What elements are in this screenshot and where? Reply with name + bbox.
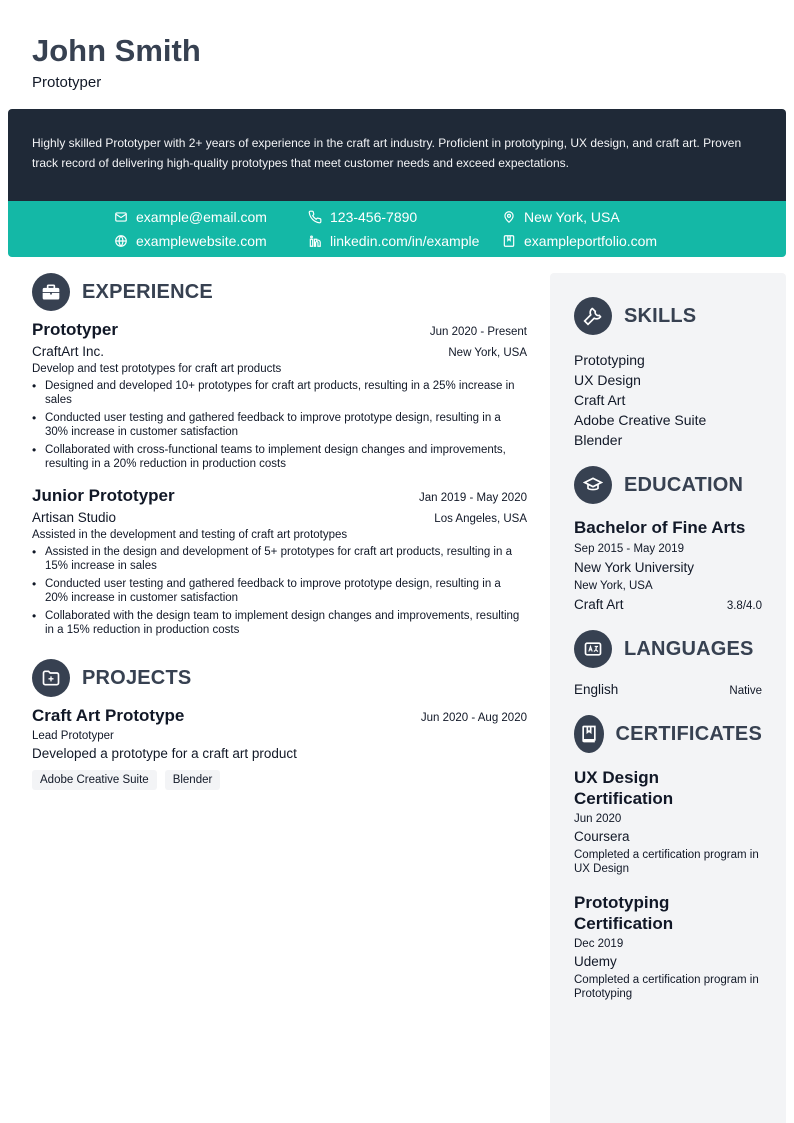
certificate-date: Dec 2019 — [574, 938, 624, 950]
certificate-entry — [574, 767, 762, 876]
experience-section-header — [32, 273, 527, 311]
linkedin-icon — [308, 234, 322, 248]
job-entry — [32, 486, 527, 637]
main-column — [32, 273, 527, 790]
book-icon — [574, 715, 604, 753]
contact-portfolio[interactable] — [502, 233, 657, 249]
portfolio-icon — [502, 234, 516, 248]
person-role: Prototyper — [32, 74, 102, 91]
folder-icon — [32, 659, 70, 697]
map-pin-icon — [502, 210, 516, 224]
certificate-issuer: Coursera — [574, 829, 630, 844]
project-role: Lead Prototyper — [32, 730, 114, 742]
skill-item: Blender — [574, 432, 623, 448]
education-title: EDUCATION — [624, 473, 744, 496]
education-field: Craft Art — [574, 597, 624, 612]
certificates-section-header — [574, 715, 762, 753]
job-bullet: • Designed and developed 10+ prototypes for craft art products, resulting in a 25% increase in sales — [32, 379, 527, 407]
language-level: Native — [729, 685, 762, 697]
project-entry — [32, 706, 527, 790]
certificate-description: Completed a certification program in Prototyping — [574, 974, 759, 1000]
contact-phone[interactable] — [308, 209, 417, 225]
briefcase-icon — [32, 273, 70, 311]
graduation-cap-icon — [574, 466, 612, 504]
sidebar — [550, 273, 786, 1123]
experience-title: EXPERIENCE — [82, 280, 213, 303]
contact-email[interactable] — [114, 209, 267, 225]
project-description: Developed a prototype for a craft art product — [32, 746, 297, 761]
language-name: English — [574, 682, 619, 697]
project-tag: Blender — [165, 770, 221, 790]
job-location: Los Angeles, USA — [434, 513, 527, 525]
job-bullet: • Collaborated with the design team to implement design changes and improvements, resulting in a 15% reduction in production costs — [32, 609, 527, 637]
job-entry — [32, 320, 527, 471]
contact-location-text: New York, USA — [524, 209, 620, 225]
contact-website[interactable] — [114, 233, 267, 249]
contact-bar — [8, 201, 786, 257]
skill-item: Prototyping — [574, 352, 645, 368]
contact-portfolio-text: exampleportfolio.com — [524, 233, 658, 249]
job-bullet: • Collaborated with cross-functional teams to implement design changes and improvements, resulting in a 20% reduction in production costs — [32, 443, 527, 471]
education-section-header — [574, 466, 762, 504]
project-dates: Jun 2020 - Aug 2020 — [420, 712, 527, 724]
project-title: Craft Art Prototype — [32, 706, 185, 725]
certificate-issuer: Udemy — [574, 954, 617, 969]
projects-title: PROJECTS — [82, 666, 192, 689]
wrench-icon — [574, 297, 612, 335]
summary-panel — [8, 109, 786, 201]
certificate-description: Completed a certification program in UX Design — [574, 849, 759, 875]
languages-section-header — [574, 630, 762, 668]
job-dates: Jun 2020 - Present — [429, 326, 527, 338]
contact-phone-text: 123-456-7890 — [330, 209, 418, 225]
education-school: New York University — [574, 560, 695, 575]
certificate-date: Jun 2020 — [574, 813, 622, 825]
certificate-title: UX Design Certification — [574, 768, 674, 808]
project-tags — [32, 770, 527, 790]
job-dates: Jan 2019 - May 2020 — [418, 492, 527, 504]
job-location: New York, USA — [448, 347, 527, 359]
translate-icon — [574, 630, 612, 668]
skill-item: UX Design — [574, 372, 641, 388]
job-title: Prototyper — [32, 320, 118, 339]
job-description: Develop and test prototypes for craft art products — [32, 363, 282, 375]
language-row — [574, 682, 762, 697]
job-bullet: • Conducted user testing and gathered feedback to improve prototype design, resulting in a 20% increase in customer satisfaction — [32, 577, 527, 605]
languages-title: LANGUAGES — [624, 637, 754, 660]
contact-linkedin-text: linkedin.com/in/example — [330, 233, 480, 249]
phone-icon — [308, 210, 322, 224]
job-title: Junior Prototyper — [32, 486, 175, 505]
certificate-title: Prototyping Certification — [574, 893, 674, 933]
skill-item: Adobe Creative Suite — [574, 412, 707, 428]
project-tag: Adobe Creative Suite — [32, 770, 157, 790]
contact-email-text: example@email.com — [136, 209, 267, 225]
contact-location — [502, 209, 620, 225]
job-bullets — [32, 379, 527, 471]
education-field-row — [574, 597, 762, 612]
contact-linkedin[interactable] — [308, 233, 479, 249]
skill-item: Craft Art — [574, 392, 626, 408]
education-gpa: 3.8/4.0 — [726, 600, 762, 612]
mail-icon — [114, 210, 128, 224]
job-company: CraftArt Inc. — [32, 344, 105, 359]
certificate-entry — [574, 892, 762, 1001]
globe-icon — [114, 234, 128, 248]
contact-website-text: examplewebsite.com — [136, 233, 267, 249]
summary-text: Highly skilled Prototyper with 2+ years of experience in the craft art industry. Proficient in prototyping, UX design, and craft art. Proven track record of delivering high-quality prototypes that meet customer needs and exceed expectations. — [32, 136, 742, 170]
job-company: Artisan Studio — [32, 510, 117, 525]
resume-header — [32, 32, 201, 91]
job-bullet: • Conducted user testing and gathered feedback to improve prototype design, resulting in a 30% increase in customer satisfaction — [32, 411, 527, 439]
education-location: New York, USA — [574, 580, 653, 592]
skills-title: SKILLS — [624, 304, 697, 327]
education-dates: Sep 2015 - May 2019 — [574, 543, 684, 555]
projects-section-header — [32, 659, 527, 697]
job-bullet: • Assisted in the design and development of 5+ prototypes for craft art products, resulting in a 15% increase in sales — [32, 545, 527, 573]
job-bullets — [32, 545, 527, 637]
certificates-title: CERTIFICATES — [615, 722, 762, 745]
degree-title: Bachelor of Fine Arts — [574, 518, 746, 537]
job-description: Assisted in the development and testing of craft art prototypes — [32, 529, 348, 541]
skills-section-header — [574, 297, 762, 335]
person-name: John Smith — [32, 33, 201, 68]
skills-list — [574, 350, 762, 450]
